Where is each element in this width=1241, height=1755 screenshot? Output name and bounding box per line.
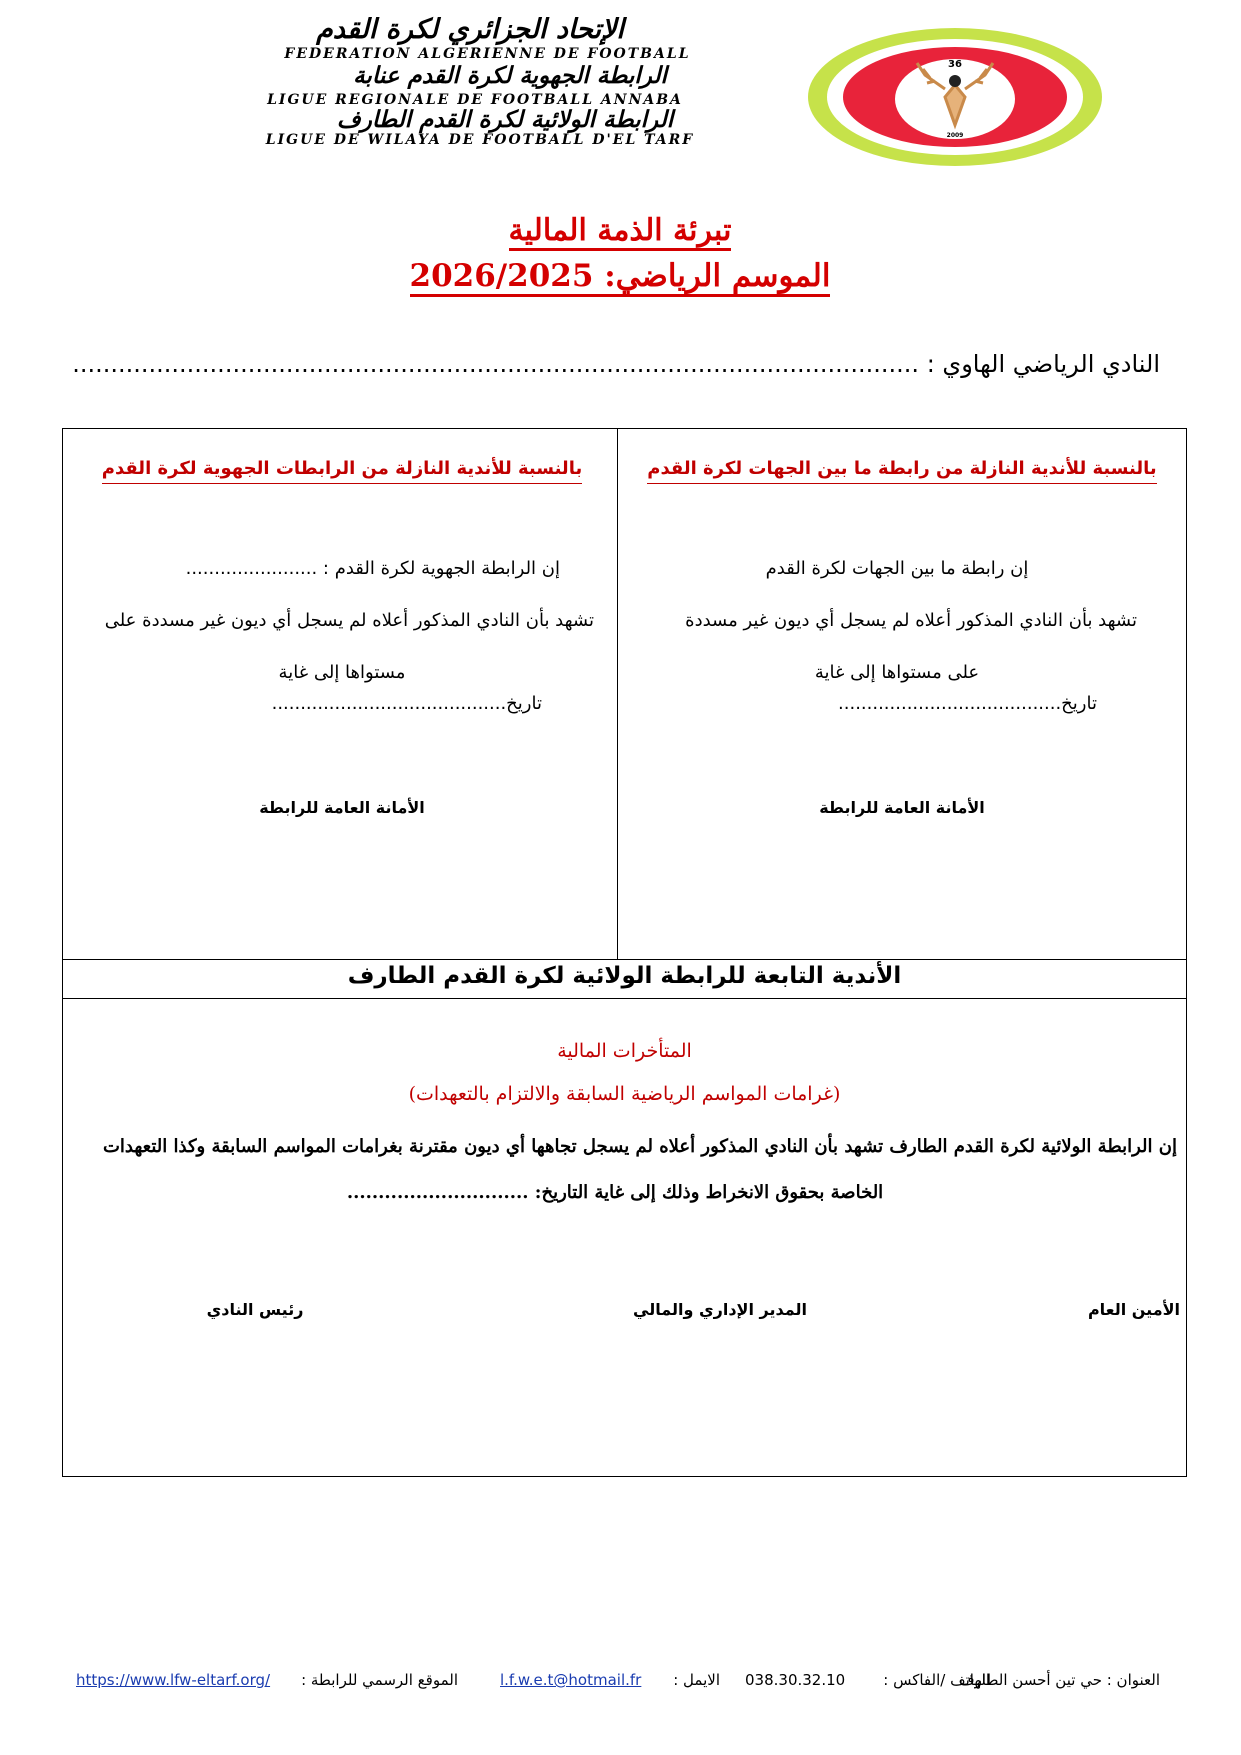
footer-site-link[interactable]: https://www.lfw-eltarf.org/ — [76, 1671, 271, 1689]
interregional-line3: على مستواها إلى غاية — [814, 662, 980, 683]
form-table — [62, 428, 1187, 1477]
logo-year: 2009 — [946, 132, 964, 139]
row-divider-bottom — [62, 998, 1187, 999]
secretary-signature: الأمين العام — [1087, 1300, 1180, 1319]
arrears-heading: المتأخرات المالية — [557, 1040, 692, 1062]
football-icon — [949, 75, 961, 87]
director-signature: المدير الإداري والمالي — [633, 1300, 807, 1319]
footer-site-label: الموقع الرسمي للرابطة : — [301, 1671, 458, 1689]
league-logo — [805, 25, 1105, 170]
interregional-line1: إن رابطة ما بين الجهات لكرة القدم — [765, 558, 1029, 579]
club-name-field — [72, 350, 1160, 378]
logo-number: 36 — [948, 59, 962, 70]
footer-email-label: الايمل : — [673, 1671, 720, 1689]
regional-heading: بالنسبة للأندية النازلة من الرابطات الجهوية لكرة القدم — [72, 458, 612, 479]
column-divider — [617, 428, 618, 959]
interregional-date: تاريخ....................................... — [838, 693, 1097, 714]
interregional-line2: تشهد بأن النادي المذكور أعلاه لم يسجل أي ديون غير مسددة — [685, 610, 1137, 631]
footer-phone: 038.30.32.10 — [745, 1671, 846, 1689]
regional-line1: إن الرابطة الجهوية لكرة القدم : ....................... — [185, 558, 560, 579]
regional-line3: مستواها إلى غاية — [278, 662, 406, 683]
club-name-dots: ............................................................................................................... — [72, 350, 920, 378]
club-name-label: النادي الرياضي الهاوي : — [926, 350, 1160, 378]
federation-name-ar: الإتحاد الجزائري لكرة القدم — [316, 14, 624, 45]
president-signature: رئيس النادي — [206, 1300, 304, 1319]
regional-league-ar: الرابطة الجهوية لكرة القدم عنابة — [353, 62, 667, 89]
arrears-paragraph: إن الرابطة الولائية لكرة القدم الطارف تشهد بأن النادي المذكور أعلاه لم يسجل تجاهها أي ديون مقترنة بغرامات المواسم السابقة وكذا التعهدات — [102, 1136, 1177, 1157]
regional-signature: الأمانة العامة للرابطة — [259, 798, 425, 817]
regional-line2: تشهد بأن النادي المذكور أعلاه لم يسجل أي ديون غير مسددة على — [104, 610, 594, 631]
arrears-subheading: (غرامات المواسم الرياضية السابقة والالتزام بالتعهدات) — [408, 1083, 841, 1105]
footer-phone-label: الهاتف /الفاكس : — [883, 1671, 990, 1689]
document-title: تبرئة الذمة المالية — [420, 213, 820, 248]
wilaya-league-ar: الرابطة الولائية لكرة القدم الطارف — [336, 106, 674, 133]
footer-address: العنوان : حي تين أحسن الطارف — [959, 1671, 1160, 1689]
row-divider-top — [62, 959, 1187, 960]
wilaya-league-fr: LIGUE DE WILAYA DE FOOTBALL D'EL TARF — [265, 132, 695, 148]
interregional-signature: الأمانة العامة للرابطة — [819, 798, 985, 817]
footer-email-link[interactable]: l.f.w.e.t@hotmail.fr — [500, 1671, 642, 1689]
interregional-heading: بالنسبة للأندية النازلة من رابطة ما بين الجهات لكرة القدم — [627, 458, 1177, 479]
regional-league-fr: LIGUE REGIONALE DE FOOTBALL ANNABA — [267, 92, 683, 108]
arrears-date-line: الخاصة بحقوق الانخراط وذلك إلى غاية التاريخ: ............................. — [346, 1182, 884, 1203]
season-title: الموسم الرياضي: 2026/2025 — [380, 258, 860, 294]
federation-name-fr: FEDERATION ALGERIENNE DE FOOTBALL — [284, 46, 691, 62]
wilaya-clubs-title: الأندية التابعة للرابطة الولائية لكرة القدم الطارف — [347, 963, 902, 989]
regional-date: تاريخ......................................... — [271, 693, 542, 714]
